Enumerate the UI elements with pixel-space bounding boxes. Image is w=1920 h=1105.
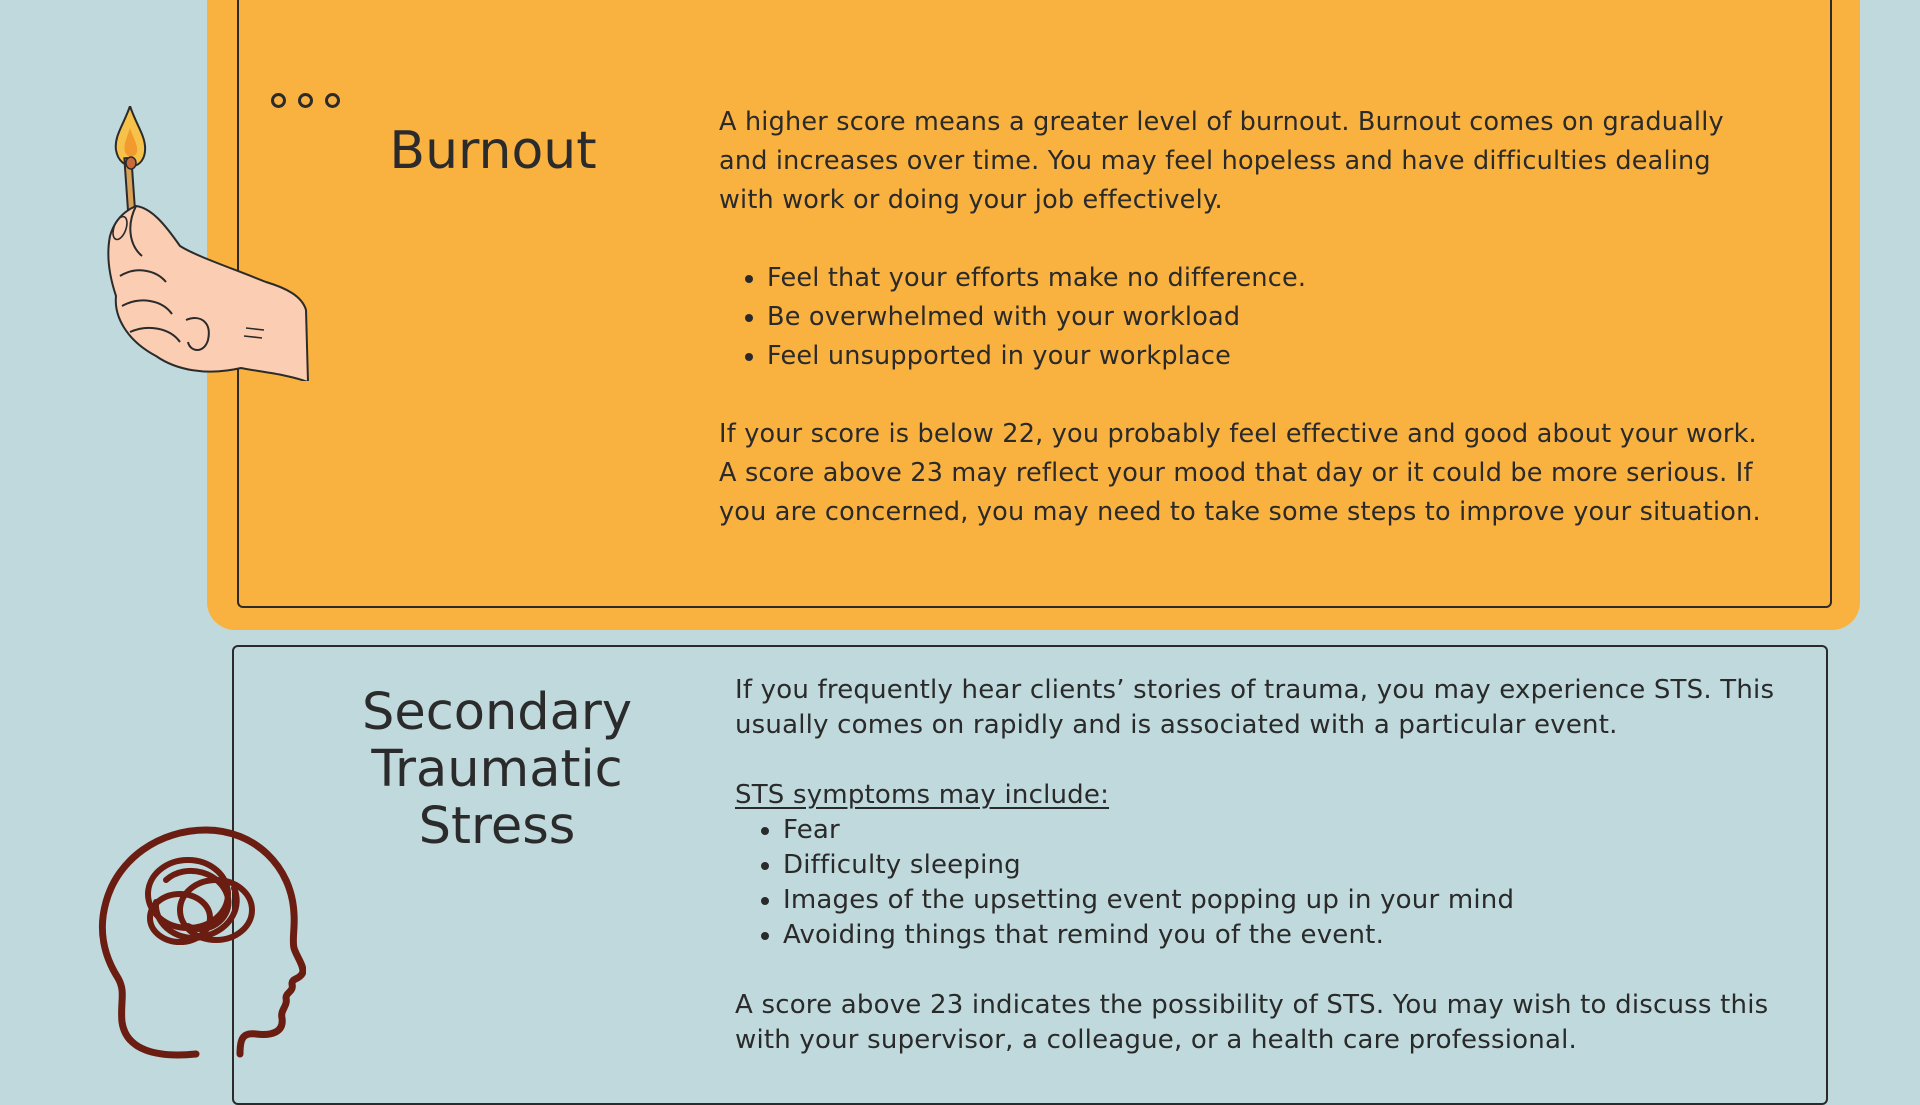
burnout-body: [719, 103, 1769, 532]
list-item: • Images of the upsetting event popping up in your mind: [783, 883, 1795, 918]
sts-symptom-list: [735, 813, 1795, 953]
sts-title-line: Secondary: [361, 683, 633, 742]
list-item: • Be overwhelmed with your workload: [767, 298, 1769, 337]
sts-title-line: Stress: [418, 797, 576, 856]
burnout-bullets: [719, 259, 1769, 376]
burnout-outro: If your score is below 22, you probably feel effective and good about your work. A score above 23 may reflect your mood that day or it could be more serious. If you are concerned, you may need to take some steps to improve your situation.: [719, 419, 1761, 527]
sts-body: [735, 673, 1795, 1058]
tangled-brain-head-icon: [96, 822, 306, 1062]
dot: [325, 93, 340, 108]
burnout-title: Burnout: [389, 121, 597, 181]
sts-title-line: Traumatic: [371, 740, 623, 799]
sts-symptoms-heading: STS symptoms may include:: [735, 780, 1110, 810]
sts-title: [330, 684, 664, 855]
list-item: • Feel unsupported in your workplace: [767, 337, 1769, 376]
list-item: • Difficulty sleeping: [783, 848, 1795, 883]
burnout-intro: A higher score means a greater level of burnout. Burnout comes on gradually and increases over time. You may feel hopeless and have difficulties dealing with work or doing your job effectively.: [719, 107, 1724, 215]
sts-intro: If you frequently hear clients’ stories of trauma, you may experience STS. This usually comes on rapidly and is associated with a particular event.: [735, 675, 1775, 740]
sts-outro: A score above 23 indicates the possibility of STS. You may wish to discuss this with your supervisor, a colleague, or a health care professional.: [735, 990, 1769, 1055]
hand-holding-match-icon: [96, 106, 316, 381]
list-item: • Feel that your efforts make no difference.: [767, 259, 1769, 298]
list-item: • Fear: [783, 813, 1795, 848]
list-item: • Avoiding things that remind you of the event.: [783, 918, 1795, 953]
